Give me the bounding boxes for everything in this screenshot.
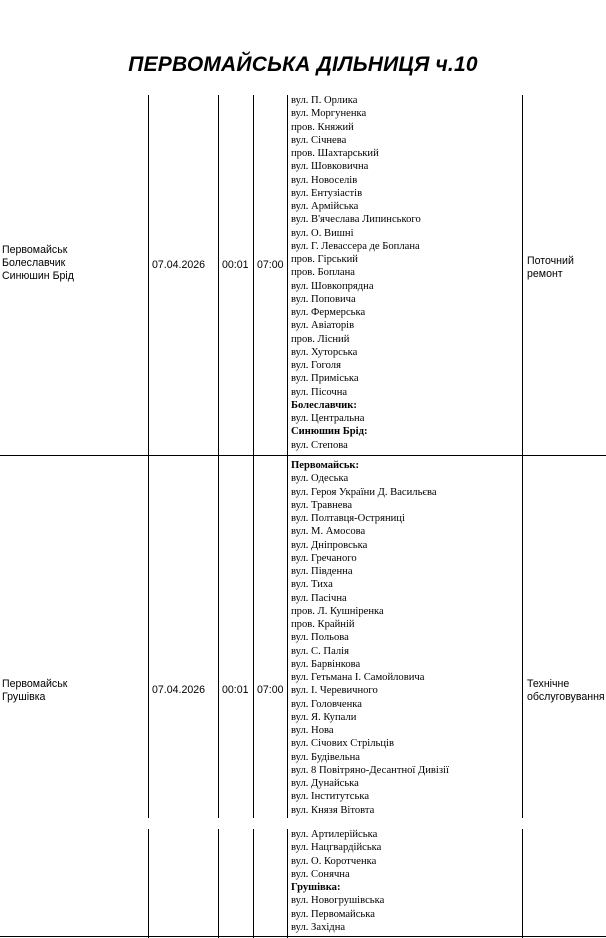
table-border [0,936,606,937]
table-border [218,95,219,455]
table-border [522,829,523,938]
street-item: вул. Полтавця-Остряниці [291,513,405,524]
street-item: вул. Польова [291,632,349,644]
settlement-header: Синюшин Брід: [291,426,368,438]
reason-cell [527,255,574,281]
street-item: вул. Барвінкова [291,658,361,670]
time-to-cell: 07:00 [257,684,284,696]
time-from-cell: 00:01 [222,259,249,271]
time-to-cell: 07:00 [257,259,284,271]
street-item: вул. Моргуненка [291,108,367,120]
street-item: вул. Гречаного [291,552,357,564]
street-list [291,459,449,817]
street-item: вул. Артилерійська [291,829,378,840]
street-item: вул. Приміська [291,373,359,385]
settlement-header: Первомайськ: [291,460,360,471]
street-item: вул. І. Черевичного [291,685,378,697]
table-border [148,456,149,818]
street-item: вул. Хуторська [291,346,358,358]
reason-text: обслуговування [527,691,605,703]
street-item: вул. Головченка [291,698,362,710]
street-item: пров. Боплана [291,267,355,279]
settlement-name: Первомайськ [2,244,68,256]
street-item: пров. Княжий [291,121,354,133]
street-item: пров. Гірський [291,254,358,265]
street-item: вул. Тиха [291,579,333,591]
street-list [291,94,421,452]
reason-text: Технічне [527,678,570,690]
settlement-name: Болеславчик [2,257,66,269]
reason-cell [527,678,605,704]
table-border [0,455,606,456]
reason-text: Поточний [527,255,574,267]
table-border [253,829,254,938]
street-item: вул. Дунайська [291,778,359,789]
street-item: вул. Армійська [291,201,359,212]
street-item: вул. Січнева [291,134,347,146]
reason-text: ремонт [527,268,563,280]
table-border [522,456,523,818]
street-item: вул. Південна [291,566,353,577]
page-title: ПЕРВОМАЙСЬКА ДІЛЬНИЦЯ ч.10 [128,53,478,76]
street-item: вул. П. Орлика [291,95,358,106]
settlement-name: Грушівка [2,691,46,703]
table-border [287,456,288,818]
street-item: вул. Князя Вітовта [291,804,375,816]
settlement-name: Синюшин Брід [2,270,74,282]
street-item: вул. Ентузіастів [291,187,363,199]
street-item: пров. Крайній [291,619,355,630]
street-item: вул. Центральна [291,413,365,424]
street-item: пров. Л. Кушніренка [291,605,384,617]
street-item: вул. Героя України Д. Васильєва [291,486,437,498]
settlement-name: Первомайськ [2,678,68,690]
table-border [218,829,219,938]
table-border [253,456,254,818]
date-cell: 07.04.2026 [152,259,206,271]
settlements-cell [2,678,67,704]
street-item: вул. Нацгвардійська [291,842,382,854]
table-border [287,829,288,938]
street-item: вул. Новогрушівська [291,895,385,907]
street-item: вул. Нова [291,725,334,736]
street-item: вул. Одеська [291,473,349,485]
street-item: вул. С. Палія [291,645,349,657]
street-list [291,828,384,934]
street-item: вул. Я. Купали [291,711,357,723]
table-border [218,456,219,818]
street-item: вул. Пісочна [291,386,348,398]
street-item: вул. Дніпровська [291,539,368,551]
street-item: вул. В'ячеслава Липинського [291,214,421,226]
table-border [287,95,288,455]
street-item: вул. Г. Левассера де Боплана [291,240,420,252]
street-item: вул. Поповича [291,293,356,305]
street-item: вул. О. Коротченка [291,855,377,867]
street-item: вул. Степова [291,439,348,451]
street-item: вул. Шовковична [291,161,369,173]
street-item: вул. Сонячна [291,868,350,880]
street-item: вул. Будівельна [291,751,360,763]
street-item: вул. Фермерська [291,307,366,318]
settlement-header: Грушівка: [291,882,341,893]
street-item: вул. О. Вишні [291,227,354,239]
street-item: вул. Інститутська [291,791,370,803]
street-item: вул. 8 Повітряно-Десантної Дивізії [291,764,449,776]
settlement-header: Болеславчик: [291,399,357,411]
street-item: вул. М. Амосова [291,526,366,538]
street-item: вул. Шовкопрядна [291,280,374,292]
street-item: вул. Травнева [291,499,353,511]
street-item: пров. Шахтарський [291,148,379,159]
street-item: вул. Пасічна [291,592,347,604]
street-item: вул. Первомайська [291,908,375,920]
table-border [522,95,523,455]
table-border [253,95,254,455]
settlements-cell [2,244,74,283]
street-item: вул. Січових Стрільців [291,738,394,750]
street-item: вул. Новоселів [291,174,358,186]
street-item: вул. Гетьмана І. Самойловича [291,672,425,683]
street-item: пров. Лісний [291,333,350,345]
time-from-cell: 00:01 [222,684,249,696]
street-item: вул. Гоголя [291,360,341,371]
table-border [148,829,149,938]
street-item: вул. Авіаторів [291,320,355,332]
table-border [148,95,149,455]
street-item: вул. Західна [291,921,346,933]
date-cell: 07.04.2026 [152,684,206,696]
